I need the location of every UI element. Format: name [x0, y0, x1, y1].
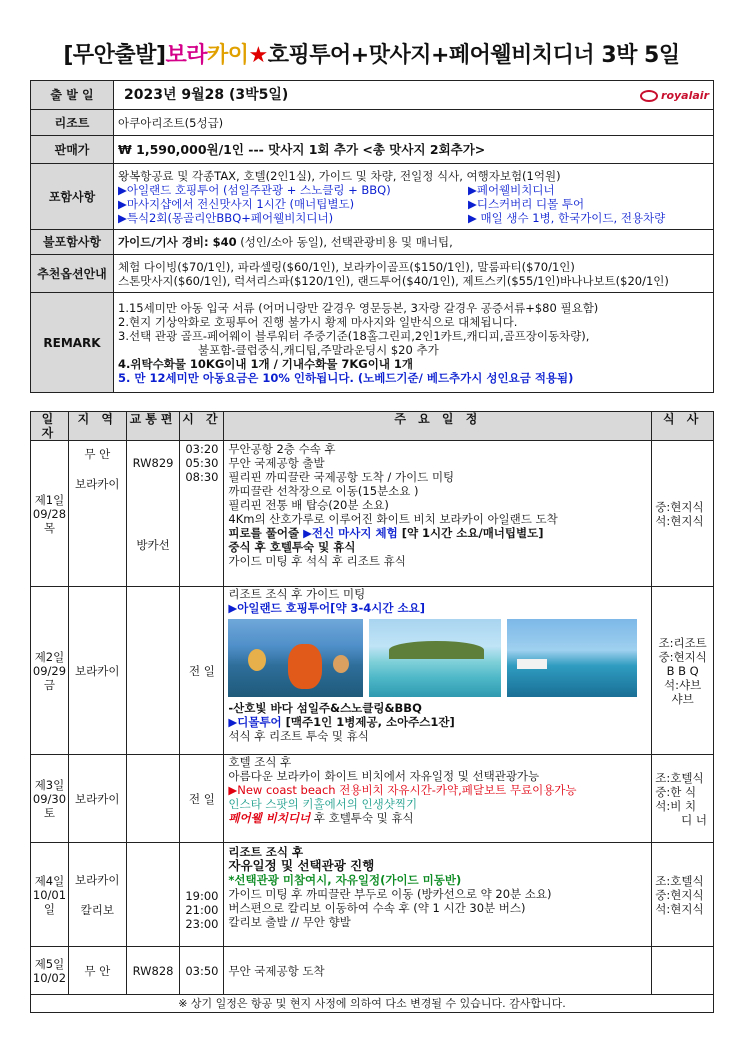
day2-region: 보라카이 — [68, 587, 126, 755]
day1-times: 03:20 05:30 08:30 — [180, 441, 224, 587]
snorkeling-photo — [228, 619, 363, 697]
excludes-label: 불포함사항 — [31, 230, 114, 255]
resort-label: 리조트 — [31, 110, 114, 136]
price-label: 판매가 — [31, 136, 114, 164]
day3-transport: 전 일 — [180, 755, 224, 843]
day1-itinerary: 무안공항 2층 수속 후 무안 국제공항 출발 필리핀 까띠끌란 국제공항 도착 / 가이드 미팅 까띠끌란 선착장으로 이동(15분소요 ) 필리핀 전통 배 탑승(20분 소요) 4Km의 산호가루로 이루어진 화이트 비치 보라카이 아일랜드 도착 피로를 풀어줄 ▶전신 마사지 체험 [약 1시간 소요/매너팁별도] 중식 후 호텔투숙 및 휴식 가이드 미팅 후 석식 후 리조트 휴식 — [224, 441, 652, 587]
day1-date: 제1일 09/28 목 — [31, 441, 69, 587]
day4-itinerary: 리조트 조식 후 자유일정 및 선택관광 진행 *선택관광 미참여시, 자유일정(가이드 미동반) 가이드 미팅 후 까띠끌란 부두로 이동 (방카선으로 약 20분 소요) 버스편으로 칼리보 이동하여 수속 후 (약 1 시간 30분 버스) 칼리보 출발 // 무안 향발 — [224, 843, 652, 947]
day1-transport: RW829 방카선 — [126, 441, 180, 587]
day-row — [31, 843, 714, 947]
options-content: 체험 다이빙($70/1인), 파라셀링($60/1인), 보라카이골프($150/1인), 말룸파티($70/1인) 스톤맛사지($60/1인), 럭셔리스파($120/1인), 랜드투어($40/1인), 제트스키($55/1인)바나나보트($20/1인) — [114, 255, 714, 293]
day-row — [31, 947, 714, 995]
day3-itinerary: 호텔 조식 후 아름다운 보라카이 화이트 비치에서 자유일정 및 선택관광가능 ▶New coast beach 전용비치 자유시간-카약,페달보트 무료이용가능 인스타 스팟의 키홀에서의 인생샷찍기 페어웰 비치디너 후 호텔투숙 및 휴식 — [224, 755, 652, 843]
header-region: 지 역 — [68, 412, 126, 441]
day2-date: 제2일 09/29 금 — [31, 587, 69, 755]
remark-content: 1.15세미만 아동 입국 서류 (어머니랑만 갈경우 영문등본, 3자랑 갈경우 공증서류+$80 필요함) 2.현지 기상악화로 호핑투어 진행 불가시 황제 마사지와 일반식으로 대체됩니다. 3.선택 관광 골프-페어웨이 블루워터 주중기준(18홀그린피,2인1카트,캐디피,골프장이동차량), 불포함-클럽중식,캐디팁,주말라운딩시 $20 추가 4.위탁수화물 10KG이내 1개 / 기내수화물 7KG이내 1개 5. 만 12세미만 아동요금은 10% 인하됩니다. (노베드기준/ 베드추가시 성인요금 적용됨) — [114, 293, 714, 393]
day5-transport: RW828 — [126, 947, 180, 995]
airline-logo-icon — [640, 90, 658, 102]
day1-region: 무 안 보라카이 — [68, 441, 126, 587]
header-date: 일 자 — [31, 412, 69, 441]
royalair-logo: royalair — [640, 89, 709, 103]
resort-value: 아쿠아리조트(5성급) — [114, 110, 714, 136]
day-row — [31, 587, 714, 755]
day4-date: 제4일 10/01 일 — [31, 843, 69, 947]
day-row — [31, 441, 714, 587]
remark-label: REMARK — [31, 293, 114, 393]
includes-content: 왕복항공료 및 각종TAX, 호텔(2인1실), 가이드 및 차량, 전일정 식사, 여행자보험(1억원) ▶아일랜드 호핑투어 (섬일주관광 + 스노클링 + BBQ) ▶페어웰비치디너 ▶마사지샵에서 전신맛사지 1시간 (매너팁별도) ▶디스커버리 디몰 투어 ▶특식2회(몽골리안BBQ+페어웰비치디너) ▶ 매일 생수 1병, 한국가이드, 전용차량 — [114, 164, 714, 230]
header-time: 시 간 — [180, 412, 224, 441]
options-label: 추천옵션안내 — [31, 255, 114, 293]
day3-region: 보라카이 — [68, 755, 126, 843]
day2-transport: 전 일 — [180, 587, 224, 755]
day2-meals: 조:리조트 중:현지식 B B Q 석:샤브 샤브 — [652, 587, 714, 755]
day3-date: 제3일 09/30 토 — [31, 755, 69, 843]
header-transport: 교통편 — [126, 412, 180, 441]
info-table — [30, 80, 714, 393]
boat-photo — [507, 619, 637, 697]
day5-date: 제5일 10/02 — [31, 947, 69, 995]
header-itinerary: 주 요 일 정 — [224, 412, 652, 441]
day-row — [31, 755, 714, 843]
departure-value: 2023년 9월28 (3박5일) — [124, 86, 289, 103]
schedule-table — [30, 411, 714, 1013]
departure-label: 출 발 일 — [31, 81, 114, 110]
tour-photos — [228, 619, 647, 697]
price-value: ₩ 1,590,000원/1인 --- 맛사지 1회 추가 <총 맛사지 2회추가> — [114, 136, 714, 164]
page-title: [무안출발]보라카이★호핑투어+맛사지+페어웰비치디너 3박 5일 — [63, 43, 680, 68]
day5-time: 03:50 — [180, 947, 224, 995]
day5-region: 무 안 — [68, 947, 126, 995]
footer-note: ※ 상기 일정은 항공 및 현지 사정에 의하여 다소 변경될 수 있습니다. 감사합니다. — [31, 995, 714, 1013]
header-meals: 식 사 — [652, 412, 714, 441]
day3-meals: 조:호텔식 중:한 식 석:비 치 디 너 — [652, 755, 714, 843]
day4-region: 보라카이 칼리보 — [68, 843, 126, 947]
day5-itinerary: 무안 국제공항 도착 — [224, 947, 652, 995]
day4-meals: 조:호텔식 중:현지식 석:현지식 — [652, 843, 714, 947]
excludes-value: 가이드/기사 경비: $40 (성인/소아 동일), 선택관광비용 및 매너팁, — [114, 230, 714, 255]
day2-itinerary: 리조트 조식 후 가이드 미팅 ▶아일랜드 호핑투어[약 3-4시간 소요] -산호빛 바다 섬일주&스노클링&BBQ ▶디몰투어 [맥주1인 1병제공, 소아주스1잔] 석식 후 리조트 투숙 및 휴식 — [224, 587, 652, 755]
beach-photo — [369, 619, 501, 697]
day4-times: 19:00 21:00 23:00 — [180, 843, 224, 947]
day1-meals: 중:현지식 석:현지식 — [652, 441, 714, 587]
includes-label: 포함사항 — [31, 164, 114, 230]
